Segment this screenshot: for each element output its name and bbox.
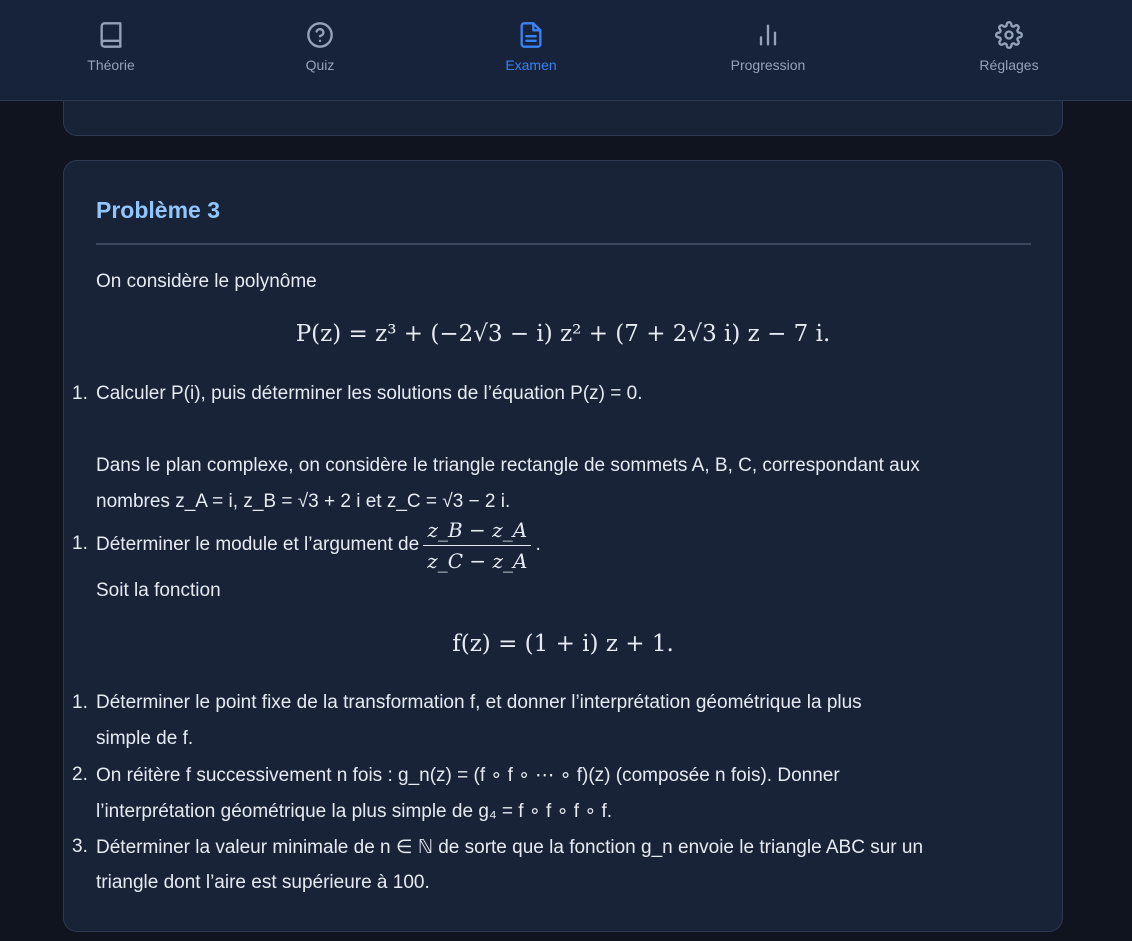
nav-tab-progression[interactable] bbox=[688, 0, 848, 100]
question-1-text: Calculer P(i), puis déterminer les solutions de l’équation P(z) = 0. bbox=[96, 383, 643, 404]
nav-label-theorie: Théorie bbox=[87, 57, 135, 73]
bar-chart-icon bbox=[754, 21, 782, 49]
question-2: Déterminer le module et l’argument de $\frac{z\_B - z\_A}{z\_C - z\_A}$ . bbox=[96, 517, 541, 573]
question-3-line-2: simple de f. bbox=[96, 728, 194, 749]
title-divider bbox=[96, 243, 1031, 245]
question-5-line-2: triangle dont l’aire est supérieure à 100. bbox=[96, 872, 430, 893]
nav-label-reglages: Réglages bbox=[979, 57, 1039, 73]
problem-card bbox=[63, 160, 1063, 932]
polynomial-equation: P(z) = z³ + (−2√3 − i) z² + (7 + 2√3 i) z − 7 i. bbox=[295, 321, 831, 347]
nav-tab-examen[interactable] bbox=[451, 0, 611, 100]
question-number: 3. bbox=[72, 836, 88, 857]
nav-tab-reglages[interactable] bbox=[929, 0, 1089, 100]
nav-tab-quiz[interactable] bbox=[240, 0, 400, 100]
question-number: 2. bbox=[72, 764, 88, 785]
fraction bbox=[423, 518, 531, 573]
function-equation: f(z) = (1 + i) z + 1. bbox=[452, 631, 674, 657]
problem-title: Problème 3 bbox=[96, 197, 220, 223]
document-icon bbox=[517, 21, 545, 49]
soit-text: Soit la fonction bbox=[96, 580, 221, 601]
book-icon bbox=[97, 21, 125, 49]
help-circle-icon bbox=[306, 21, 334, 49]
question-2-text: Déterminer le module et l’argument de bbox=[96, 534, 420, 555]
plane-text-line-1: Dans le plan complexe, on considère le triangle rectangle de sommets A, B, C, correspondant aux bbox=[96, 455, 920, 476]
question-number: 1. bbox=[72, 383, 88, 404]
nav-label-examen: Examen bbox=[505, 57, 557, 73]
fraction-numerator: z_B − z_A bbox=[423, 518, 531, 546]
question-5-line-1: Déterminer la valeur minimale de n ∈ ℕ de sorte que la fonction g_n envoie le triangle ABC sur un bbox=[96, 837, 924, 858]
question-4-line-2: l’interprétation géométrique la plus simple de g₄ = f ∘ f ∘ f ∘ f. bbox=[96, 801, 613, 822]
gear-icon bbox=[995, 21, 1023, 49]
question-number: 1. bbox=[72, 692, 88, 713]
question-4-line-1: On réitère f successivement n fois : g_n(z) = (f ∘ f ∘ ⋯ ∘ f)(z) (composée n fois). Donner bbox=[96, 765, 840, 786]
fraction-denominator: z_C − z_A bbox=[427, 548, 528, 573]
nav-label-progression: Progression bbox=[730, 57, 806, 73]
question-3-line-1: Déterminer le point fixe de la transformation f, et donner l’interprétation géométrique la plus bbox=[96, 692, 862, 713]
intro-text: On considère le polynôme bbox=[96, 271, 317, 292]
top-navigation bbox=[0, 0, 1132, 101]
plane-text-line-2: nombres z_A = i, z_B = √3 + 2 i et z_C = √3 − 2 i. bbox=[96, 491, 511, 512]
question-number: 1. bbox=[72, 533, 88, 554]
nav-tab-theorie[interactable] bbox=[31, 0, 191, 100]
nav-label-quiz: Quiz bbox=[305, 57, 335, 73]
